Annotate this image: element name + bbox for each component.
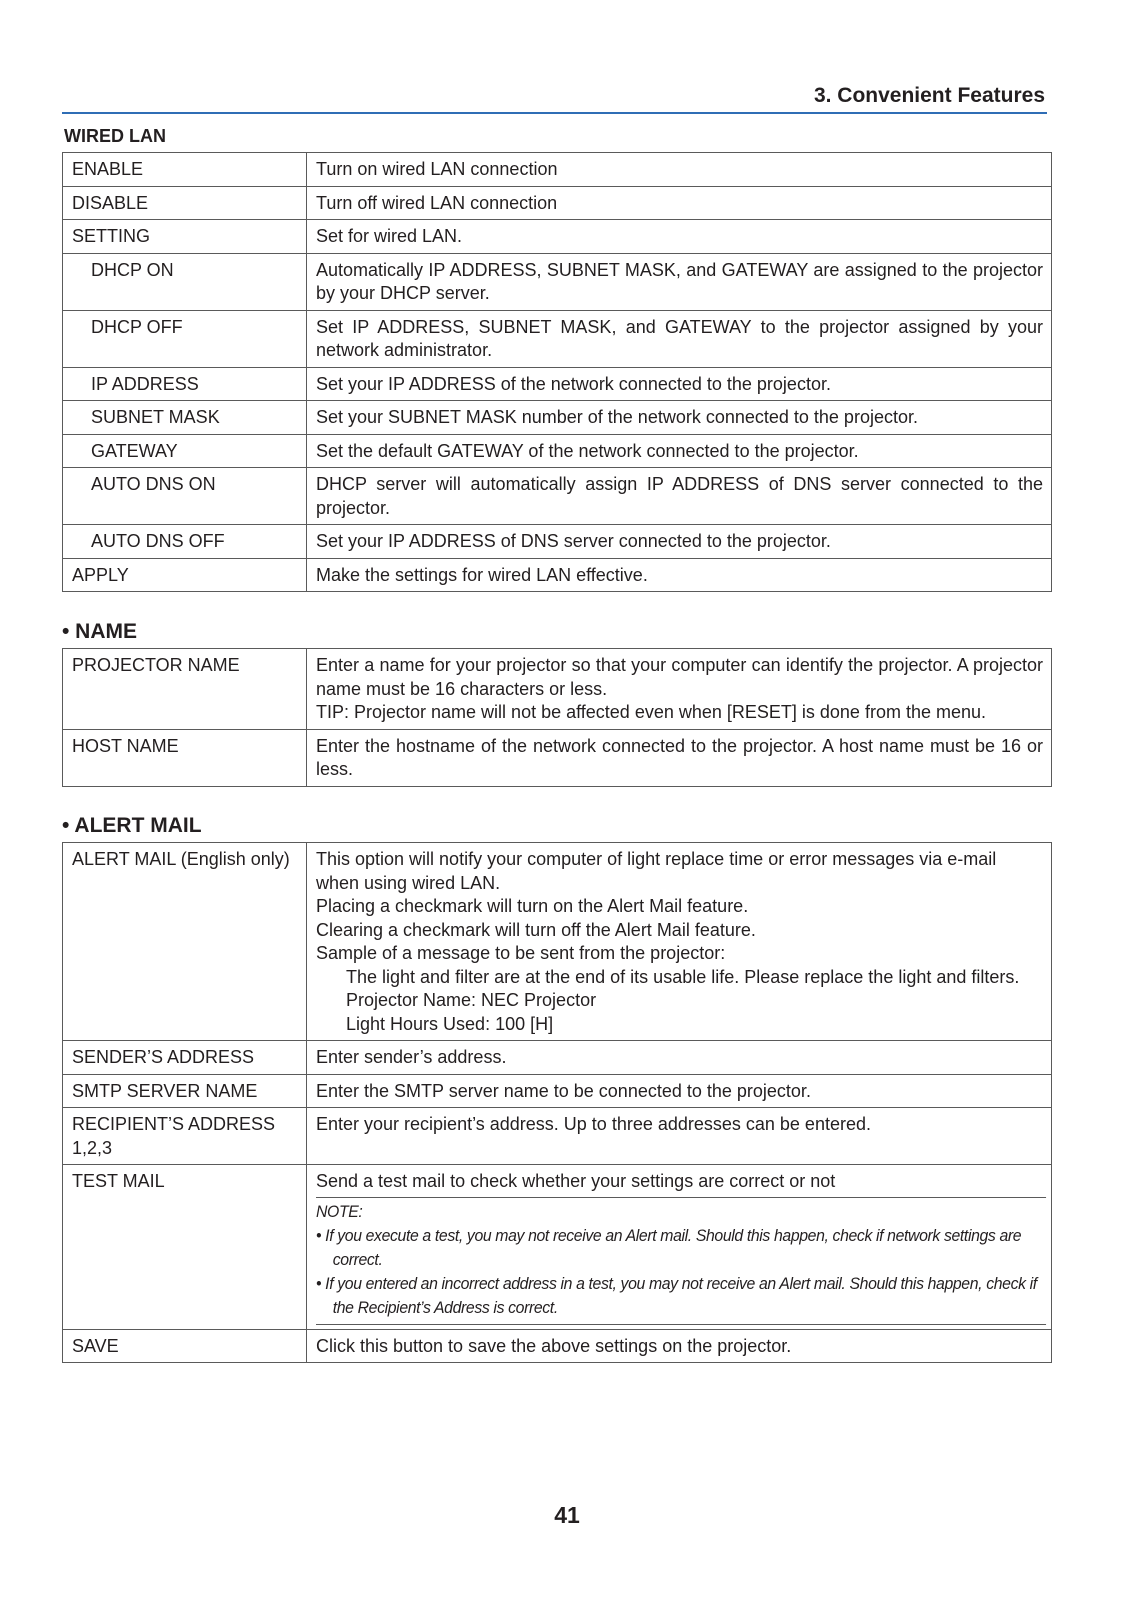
row-description: [307, 843, 1052, 1041]
table-row: [63, 1074, 1052, 1108]
row-label: APPLY: [63, 558, 307, 592]
row-label: AUTO DNS ON: [63, 468, 307, 525]
table-row: [63, 1329, 1052, 1363]
row-label: TEST MAIL: [63, 1165, 307, 1330]
row-description: Click this button to save the above settings on the projector.: [307, 1329, 1052, 1363]
row-label: AUTO DNS OFF: [63, 525, 307, 559]
table-row: [63, 367, 1052, 401]
row-description: [307, 1165, 1052, 1330]
wired-lan-section: [62, 126, 1052, 592]
wired-lan-table: [62, 152, 1052, 592]
row-description: Turn on wired LAN connection: [307, 153, 1052, 187]
projector-name-desc: Enter a name for your projector so that your computer can identify the projector. A projector name must be 16 characters or less.: [316, 655, 1043, 699]
alert-mail-table: [62, 842, 1052, 1363]
row-description: Set IP ADDRESS, SUBNET MASK, and GATEWAY to the projector assigned by your network administrator.: [307, 310, 1052, 367]
table-row: [63, 310, 1052, 367]
alert-mail-line: Clearing a checkmark will turn off the Alert Mail feature.: [316, 919, 756, 940]
alert-mail-title: • ALERT MAIL: [62, 814, 202, 837]
row-label: PROJECTOR NAME: [63, 649, 307, 730]
row-description: DHCP server will automatically assign IP ADDRESS of DNS server connected to the projector.: [307, 468, 1052, 525]
row-label: SMTP SERVER NAME: [63, 1074, 307, 1108]
row-label: IP ADDRESS: [63, 367, 307, 401]
row-description: Automatically IP ADDRESS, SUBNET MASK, and GATEWAY are assigned to the projector by your DHCP server.: [307, 253, 1052, 310]
name-title: • NAME: [62, 620, 138, 643]
row-label: HOST NAME: [63, 729, 307, 786]
row-description: Make the settings for wired LAN effective.: [307, 558, 1052, 592]
page-number: 41: [554, 1502, 580, 1528]
table-row: [63, 525, 1052, 559]
row-label: DHCP ON: [63, 253, 307, 310]
row-label: GATEWAY: [63, 434, 307, 468]
row-description: Enter the hostname of the network connected to the projector. A host name must be 16 or less.: [307, 729, 1052, 786]
alert-mail-line: This option will notify your computer of light replace time or error messages via e-mail when using wired LAN.: [316, 849, 997, 893]
note-item: • If you execute a test, you may not receive an Alert mail. Should this happen, check if network settings are correct.: [316, 1225, 1022, 1269]
row-label: ENABLE: [63, 153, 307, 187]
row-label: RECIPIENT’S ADDRESS 1,2,3: [63, 1108, 307, 1165]
sample-message-line: Projector Name: NEC Projector: [346, 990, 597, 1010]
note-title: NOTE:: [316, 1201, 363, 1221]
row-description: Set your IP ADDRESS of DNS server connected to the projector.: [307, 525, 1052, 559]
table-row: [63, 468, 1052, 525]
row-description: Set for wired LAN.: [307, 220, 1052, 254]
table-row: [63, 401, 1052, 435]
row-label: SENDER’S ADDRESS: [63, 1041, 307, 1075]
row-description: Enter your recipient’s address. Up to three addresses can be entered.: [307, 1108, 1052, 1165]
row-description: Enter the SMTP server name to be connected to the projector.: [307, 1074, 1052, 1108]
row-description: Set the default GATEWAY of the network connected to the projector.: [307, 434, 1052, 468]
row-description: [307, 649, 1052, 730]
name-table: [62, 648, 1052, 787]
table-row: [63, 729, 1052, 786]
table-row: [63, 558, 1052, 592]
table-row: [63, 843, 1052, 1041]
test-mail-desc: Send a test mail to check whether your settings are correct or not: [316, 1171, 836, 1191]
row-description: Turn off wired LAN connection: [307, 186, 1052, 220]
chapter-title: 3. Convenient Features: [813, 84, 1045, 107]
row-label: SUBNET MASK: [63, 401, 307, 435]
table-row: [63, 649, 1052, 730]
table-row: [63, 1165, 1052, 1330]
note-item: • If you entered an incorrect address in a test, you may not receive an Alert mail. Should this happen, check if the Recipient’s Address is correct.: [316, 1273, 1037, 1317]
alert-mail-line: Placing a checkmark will turn on the Alert Mail feature.: [316, 896, 749, 916]
row-label: DISABLE: [63, 186, 307, 220]
row-label: SAVE: [63, 1329, 307, 1363]
table-row: [63, 153, 1052, 187]
table-row: [63, 1041, 1052, 1075]
row-label: SETTING: [63, 220, 307, 254]
alert-mail-section: [62, 816, 1052, 1363]
row-description: Enter sender’s address.: [307, 1041, 1052, 1075]
alert-mail-line: Sample of a message to be sent from the projector:: [316, 943, 726, 963]
projector-name-tip: TIP: Projector name will not be affected even when [RESET] is done from the menu.: [316, 702, 986, 722]
name-section: [62, 622, 1052, 787]
table-row: [63, 220, 1052, 254]
table-row: [63, 434, 1052, 468]
wired-lan-title: WIRED LAN: [64, 126, 166, 146]
table-row: [63, 186, 1052, 220]
sample-message-line: Light Hours Used: 100 [H]: [346, 1013, 554, 1034]
note-box: [316, 1197, 1046, 1325]
table-row: [63, 1108, 1052, 1165]
sample-message-line: The light and filter are at the end of its usable life. Please replace the light and filters.: [346, 966, 1020, 987]
table-row: [63, 253, 1052, 310]
row-description: Set your SUBNET MASK number of the network connected to the projector.: [307, 401, 1052, 435]
row-label: DHCP OFF: [63, 310, 307, 367]
row-label: ALERT MAIL (English only): [63, 843, 307, 1041]
page-header: [62, 82, 1047, 114]
row-description: Set your IP ADDRESS of the network connected to the projector.: [307, 367, 1052, 401]
